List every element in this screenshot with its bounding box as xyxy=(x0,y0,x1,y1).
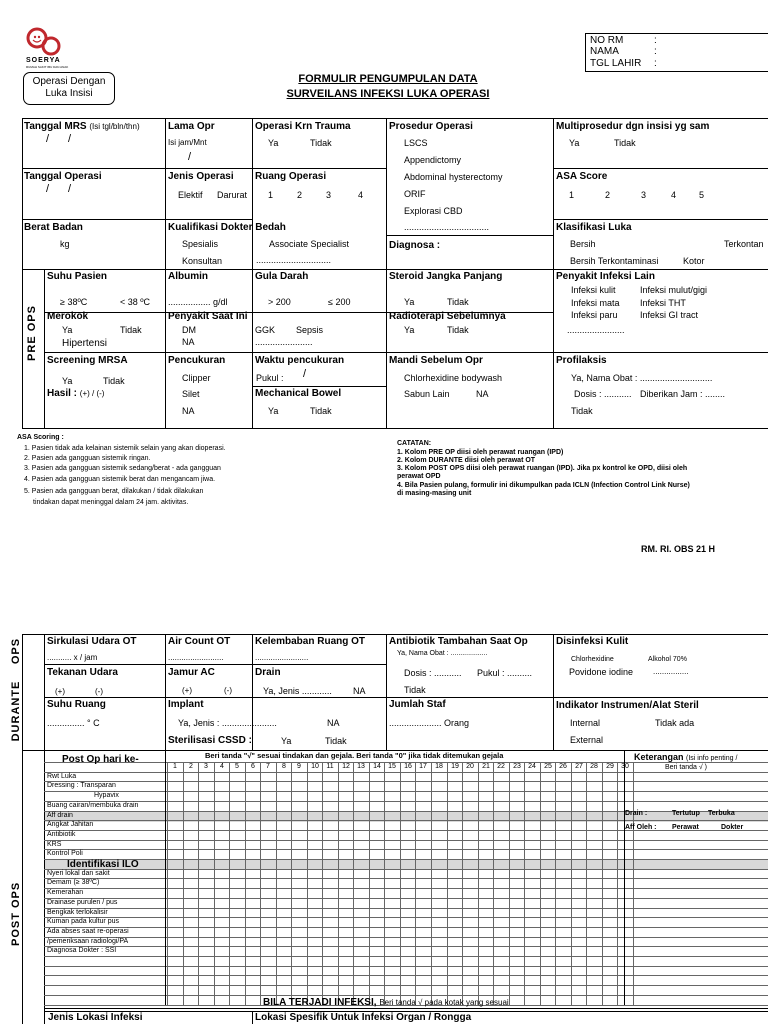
day-number: 26 xyxy=(559,763,567,770)
grid-line xyxy=(415,762,416,1005)
catatan-note: perawat OPD xyxy=(397,473,441,480)
option-mata: Infeksi mata xyxy=(571,298,620,308)
grid-line xyxy=(44,869,768,870)
day-number: 17 xyxy=(419,763,427,770)
post-ops-row-label: Angkat Jahitan xyxy=(47,821,94,828)
day-number: 4 xyxy=(220,763,224,770)
keterangan-label: Keterangan (Isi info penting / xyxy=(634,752,738,762)
day-number: 3 xyxy=(204,763,208,770)
grid-line xyxy=(183,762,184,1005)
hipertensi-label: Hipertensi xyxy=(62,338,108,349)
suhu-ruang-label: Suhu Ruang xyxy=(47,699,106,710)
klasifikasi-label: Klasifikasi Luka xyxy=(556,222,632,233)
ruang-operasi-label: Ruang Operasi xyxy=(255,171,327,182)
lama-opr-unit: Isi jam/Mnt xyxy=(168,138,207,147)
disinfeksi-label: Disinfeksi Kulit xyxy=(556,636,629,647)
option-na: NA xyxy=(182,337,195,347)
grid-line xyxy=(586,762,587,1005)
mrsa-label: Screening MRSA xyxy=(47,355,128,366)
day-number: 19 xyxy=(451,763,459,770)
grid-line xyxy=(198,762,199,1005)
grid-line xyxy=(44,781,768,782)
albumin-value: ................. g/dl xyxy=(168,297,228,307)
asa-3: 3 xyxy=(641,190,647,200)
suhu-option-high: ≥ 38ºC xyxy=(60,297,88,307)
grid-line xyxy=(165,750,166,1005)
post-ops-row-label: Rwt Luka xyxy=(47,773,77,780)
option-tidak: Tidak xyxy=(571,406,593,416)
day-number: 25 xyxy=(544,763,552,770)
grid-line xyxy=(44,917,768,918)
grid-line xyxy=(447,762,448,1005)
post-op-legend: Beri tanda "√" sesuai tindakan dan gejala. Beri tanda "0" jika tidak ditemukan gejala xyxy=(205,751,504,760)
grid-line xyxy=(44,791,768,792)
option-kotor: Kotor xyxy=(683,256,705,266)
post-ops-row-label: Identifikasi ILO xyxy=(67,859,139,870)
kelembaban-label: Kelembaban Ruang OT xyxy=(255,636,366,647)
option-abdominal: Abdominal hysterectomy xyxy=(404,172,503,182)
infeksi-dots: ....................... xyxy=(567,325,625,335)
option-paru: Infeksi paru xyxy=(571,310,618,320)
day-number: 13 xyxy=(357,763,365,770)
option-spesialis: Spesialis xyxy=(182,239,219,249)
grid-line xyxy=(44,946,768,947)
day-number: 6 xyxy=(251,763,255,770)
option-na: NA xyxy=(182,406,195,416)
grid-line xyxy=(44,830,768,831)
grid-line xyxy=(44,927,768,928)
option-sepsis: Sepsis xyxy=(296,325,324,335)
post-ops-row-label: Kemerahan xyxy=(47,889,84,896)
day-number: 14 xyxy=(373,763,381,770)
grid-line xyxy=(245,762,246,1005)
ruang-4: 4 xyxy=(358,190,364,200)
option-darurat: Darurat xyxy=(217,190,248,200)
option-mulut: Infeksi mulut/gigi xyxy=(640,285,708,295)
option-perawat: Perawat xyxy=(672,824,699,831)
antibiotik-pukul: Pukul : .......... xyxy=(477,668,533,678)
gula-darah-label: Gula Darah xyxy=(255,271,309,282)
grid-line xyxy=(44,859,768,860)
implant-label: Implant xyxy=(168,699,204,710)
option-silet: Silet xyxy=(182,389,200,399)
option-sabun: Sabun Lain xyxy=(404,389,450,399)
day-number: 29 xyxy=(606,763,614,770)
logo-icon xyxy=(24,26,64,58)
drain-value: Ya, Jenis ............ xyxy=(263,686,332,696)
grid-line xyxy=(44,975,768,976)
colon: : xyxy=(654,58,657,69)
ops-tail-label: OPS xyxy=(10,637,22,665)
catatan-note: 2. Kolom DURANTE diisi oleh perawat OT xyxy=(397,457,536,464)
catatan-title: CATATAN: xyxy=(397,440,432,447)
kelembaban-dots: ........................ xyxy=(255,653,309,662)
grid-line xyxy=(478,762,479,1005)
grid-line xyxy=(322,762,323,1005)
grid-line xyxy=(44,985,768,986)
berat-badan-label: Berat Badan xyxy=(24,222,83,233)
post-ops-row-label: Ada abses saat re-operasi xyxy=(47,928,129,935)
logo-tagline: RUMAH SAKIT IBU DAN ANAK xyxy=(26,65,69,69)
date-slash: / xyxy=(46,133,50,145)
suhu-pasien-label: Suhu Pasien xyxy=(47,271,108,282)
asa-4: 4 xyxy=(671,190,677,200)
profilaksis-label: Profilaksis xyxy=(556,355,607,366)
post-ops-row-label: Dressing : Transparan xyxy=(47,782,116,789)
day-number: 20 xyxy=(466,763,474,770)
infeksi-lain-label: Penyakit Infeksi Lain xyxy=(556,271,655,282)
option-alkohol: Alkohol 70% xyxy=(648,656,687,663)
badge-line2: Luka Insisi xyxy=(45,88,93,99)
asa-note: 3. Pasien ada gangguan sistemik sedang/berat - ada gangguan xyxy=(24,465,221,472)
ruang-3: 3 xyxy=(326,190,332,200)
day-number: 10 xyxy=(311,763,319,770)
option-bersih-terk: Bersih Terkontaminasi xyxy=(570,256,659,266)
option-internal: Internal xyxy=(570,718,601,728)
tgl-operasi-label: Tanggal Operasi xyxy=(24,171,102,182)
drain-label: Drain xyxy=(255,667,281,678)
trauma-label: Operasi Krn Trauma xyxy=(255,121,351,132)
option-na: NA xyxy=(476,389,489,399)
asa-1: 1 xyxy=(569,190,575,200)
form-title: FORMULIR PENGUMPULAN DATA xyxy=(298,73,478,85)
grid-line xyxy=(291,762,292,1005)
option-dm: DM xyxy=(182,325,196,335)
day-number: 8 xyxy=(282,763,286,770)
day-number: 16 xyxy=(404,763,412,770)
option-tidak: Tidak xyxy=(310,406,332,416)
lokasi-spesifik-label: Lokasi Spesifik Untuk Infeksi Organ / Rongga xyxy=(255,1012,472,1023)
day-number: 27 xyxy=(575,763,583,770)
asa-notes-title: ASA Scoring : xyxy=(17,434,64,441)
drain-status-label: Drain : xyxy=(625,810,648,817)
option-tertutup: Tertutup xyxy=(672,810,700,817)
implant-value: Ya, Jenis : ...................... xyxy=(178,718,277,728)
option-ya: Ya xyxy=(268,406,279,416)
option-associate: Associate Specialist xyxy=(269,239,350,249)
option-cbd: Explorasi CBD xyxy=(404,206,463,216)
colon: : xyxy=(654,35,657,46)
option-na: NA xyxy=(353,686,366,696)
post-ops-row-label: Diagnosa Dokter : SSI xyxy=(47,947,117,954)
asa-note: tindakan dapat meninggal dalam 24 jam. aktivitas. xyxy=(33,499,189,506)
kg-unit: kg xyxy=(60,239,70,249)
post-ops-row-label: Hypavix xyxy=(94,792,119,799)
gula-option-high: > 200 xyxy=(268,297,291,307)
colon: : xyxy=(654,46,657,57)
pre-ops-label: PRE OPS xyxy=(26,305,38,361)
grid-line xyxy=(276,762,277,1005)
post-ops-row-label: Bengkak terlokalisir xyxy=(47,909,108,916)
option-ya: Ya xyxy=(569,138,580,148)
penyakit-dots: ....................... xyxy=(255,337,313,347)
mandi-label: Mandi Sebelum Opr xyxy=(389,355,483,366)
grid-line xyxy=(524,762,525,1005)
disinfeksi-dots: ................ xyxy=(653,667,689,676)
day-number: 12 xyxy=(342,763,350,770)
merokok-label: Merokok xyxy=(47,311,89,322)
day-number: 30 xyxy=(621,763,629,770)
no-rm-label: NO RM xyxy=(590,35,624,46)
grid-line xyxy=(44,801,768,802)
option-tidak: Tidak xyxy=(614,138,636,148)
grid-line xyxy=(44,840,768,841)
option-ya: Ya xyxy=(404,325,415,335)
asa-note: 1. Pasien tidak ada kelainan sistemik selain yang akan dioperasi. xyxy=(24,445,226,452)
grid-line xyxy=(633,762,634,1005)
option-tidak: Tidak xyxy=(120,325,142,335)
asa-score-label: ASA Score xyxy=(556,171,608,182)
grid-line xyxy=(44,898,768,899)
day-number: 24 xyxy=(528,763,536,770)
option-konsultan: Konsultan xyxy=(182,256,223,266)
albumin-label: Albumin xyxy=(168,271,208,282)
day-number: 1 xyxy=(173,763,177,770)
grid-line xyxy=(44,849,768,850)
option-minus: (-) xyxy=(95,687,103,696)
durante-label: DURANTE xyxy=(10,680,22,742)
duration-slash: / xyxy=(188,151,192,163)
steroid-label: Steroid Jangka Panjang xyxy=(389,271,503,282)
grid-line xyxy=(369,762,370,1005)
asa-note: 5. Pasien ada gangguan berat, dilakukan / tidak dilakukan xyxy=(24,488,204,495)
jumlah-staf-label: Jumlah Staf xyxy=(389,699,446,710)
option-gi: Infeksi GI tract xyxy=(640,310,699,320)
grid-line xyxy=(44,956,768,957)
kualifikasi-label: Kualifikasi Dokter Bedah xyxy=(168,222,286,233)
jumlah-staf-value: ..................... Orang xyxy=(389,718,470,728)
suhu-ruang-value: ............... ° C xyxy=(47,718,100,728)
tekanan-label: Tekanan Udara xyxy=(47,667,118,678)
grid-line xyxy=(400,762,401,1005)
bowel-label: Mechanical Bowel xyxy=(255,388,342,399)
option-ya: Ya xyxy=(62,325,73,335)
option-tidak: Tidak xyxy=(404,685,426,695)
logo-brand: SOERYA xyxy=(26,57,61,64)
waktu-pencukuran-label: Waktu pencukuran xyxy=(255,355,345,366)
date-slash: / xyxy=(68,133,72,145)
option-orif: ORIF xyxy=(404,189,426,199)
day-number: 18 xyxy=(435,763,443,770)
option-tidak: Tidak xyxy=(447,297,469,307)
option-appendictomy: Appendictomy xyxy=(404,155,462,165)
post-ops-row-label: Nyeri lokal dan sakit xyxy=(47,870,110,877)
option-elektif: Elektif xyxy=(178,190,203,200)
grid-line xyxy=(44,937,768,938)
date-slash: / xyxy=(46,183,50,195)
grid-line xyxy=(167,762,168,1005)
jamur-label: Jamur AC xyxy=(168,667,215,678)
option-chlorhexidine: Chlorhexidine xyxy=(571,656,614,663)
post-ops-row-label: Drainase purulen / pus xyxy=(47,899,118,906)
option-dokter: Dokter xyxy=(721,824,744,831)
profilaksis-jam: Diberikan Jam : ........ xyxy=(640,389,726,399)
day-number: 22 xyxy=(497,763,505,770)
option-kulit: Infeksi kulit xyxy=(571,285,616,295)
grid-line xyxy=(493,762,494,1005)
prosedur-label: Prosedur Operasi xyxy=(389,121,473,132)
grid-line xyxy=(431,762,432,1005)
option-clipper: Clipper xyxy=(182,373,211,383)
option-tidak: Tidak xyxy=(310,138,332,148)
option-ggk: GGK xyxy=(255,325,276,335)
suhu-option-low: < 38 ºC xyxy=(120,297,151,307)
air-count-label: Air Count OT xyxy=(168,636,231,647)
post-ops-row-label: Buang cairan/membuka drain xyxy=(47,802,139,809)
grid-line xyxy=(44,878,768,879)
sterilisasi-label: Sterilisasi CSSD : xyxy=(168,735,252,746)
option-na: NA xyxy=(327,718,340,728)
catatan-note: di masing-masing unit xyxy=(397,490,472,497)
grid-line xyxy=(602,762,603,1005)
grid-line xyxy=(571,762,572,1005)
sirkulasi-value: ........... x / jam xyxy=(47,653,98,662)
day-number: 2 xyxy=(189,763,193,770)
post-ops-row-label: Demam (≥ 38ºC) xyxy=(47,879,100,886)
grid-line xyxy=(338,762,339,1005)
day-number: 9 xyxy=(297,763,301,770)
option-ya: Ya xyxy=(62,376,73,386)
grid-line xyxy=(624,750,625,1005)
option-ya: Ya xyxy=(268,138,279,148)
asa-note: 2. Pasien ada gangguan sistemik ringan. xyxy=(24,455,151,462)
grid-line xyxy=(617,762,618,1005)
grid-line xyxy=(44,995,768,996)
day-number: 28 xyxy=(590,763,598,770)
profilaksis-dosis: Dosis : ........... xyxy=(574,389,632,399)
catatan-note: 4. Bila Pasien pulang, formulir ini dikumpulkan pada ICLN (Infection Control Link Nurse) xyxy=(397,482,690,489)
antibiotik-dosis: Dosis : ........... xyxy=(404,668,462,678)
grid-line xyxy=(214,762,215,1005)
antibiotik-obat: Ya, Nama Obat : ................... xyxy=(397,650,488,657)
day-number: 7 xyxy=(266,763,270,770)
grid-line xyxy=(44,1008,768,1009)
grid-line xyxy=(44,966,768,967)
day-number: 5 xyxy=(235,763,239,770)
profilaksis-obat: Ya, Nama Obat : ............................. xyxy=(571,373,713,383)
date-slash: / xyxy=(68,183,72,195)
option-ya: Ya xyxy=(404,297,415,307)
option-chlorhexidine: Chlorhexidine bodywash xyxy=(404,373,503,383)
badge-line1: Operasi Dengan xyxy=(32,76,106,87)
diagnosa-label: Diagnosa : xyxy=(389,240,441,251)
grid-line xyxy=(555,762,556,1005)
option-terkontaminasi: Terkontan xyxy=(724,239,764,249)
post-ops-row-label: Kontrol Poli xyxy=(47,850,83,857)
air-count-dots: ......................... xyxy=(168,653,224,662)
option-tidak: Tidak xyxy=(325,736,347,746)
option-bersih: Bersih xyxy=(570,239,596,249)
grid-line xyxy=(384,762,385,1005)
keterangan-note: Beri tanda √ ) xyxy=(665,764,707,771)
post-ops-row-label: Aff drain xyxy=(47,812,73,819)
ruang-2: 2 xyxy=(297,190,303,200)
option-minus: (-) xyxy=(224,686,232,695)
asa-5: 5 xyxy=(699,190,705,200)
post-ops-row-label: KRS xyxy=(47,841,62,848)
option-external: External xyxy=(570,735,604,745)
jenis-lokasi-label: Jenis Lokasi Infeksi xyxy=(48,1012,143,1023)
day-number: 21 xyxy=(482,763,490,770)
tgl-mrs-label: Tanggal MRS (Isi tgl/bln/thn) xyxy=(24,121,140,132)
option-lscs: LSCS xyxy=(404,138,428,148)
catatan-note: 3. Kolom POST OPS diisi oleh perawat ruangan (IPD). Jika px kontrol ke OPD, diisi oleh xyxy=(397,465,688,472)
antibiotik-label: Antibiotik Tambahan Saat Op xyxy=(389,636,528,647)
grid-line xyxy=(260,762,261,1005)
option-ya: Ya xyxy=(281,736,292,746)
post-ops-label: POST OPS xyxy=(10,881,22,946)
option-terbuka: Terbuka xyxy=(708,810,735,817)
grid-line xyxy=(44,820,768,821)
radio-label: Radioterapi Sebelumnya xyxy=(389,311,506,322)
konsultan-dots: .............................. xyxy=(256,255,332,265)
grid-line xyxy=(353,762,354,1005)
jenis-operasi-label: Jenis Operasi xyxy=(168,171,234,182)
post-ops-row-label: Antibiotik xyxy=(47,831,76,838)
pukul-label: Pukul : xyxy=(256,373,284,383)
aff-oleh-label: Aff Oleh : xyxy=(625,824,657,831)
option-tidak: Tidak xyxy=(447,325,469,335)
grid-line xyxy=(540,762,541,1005)
post-ops-row-label: Kuman pada kultur pus xyxy=(47,918,119,925)
grid-line xyxy=(509,762,510,1005)
option-tidak: Tidak xyxy=(103,376,125,386)
asa-note: 4. Pasien ada gangguan sistemik berat dan mengancam jiwa. xyxy=(24,476,216,483)
asa-2: 2 xyxy=(605,190,611,200)
time-slash: / xyxy=(303,368,307,380)
lama-opr-label: Lama Opr xyxy=(168,121,215,132)
pencukuran-label: Pencukuran xyxy=(168,355,226,366)
nama-label: NAMA xyxy=(590,46,619,57)
grid-line xyxy=(44,908,768,909)
day-number: 15 xyxy=(388,763,396,770)
infeksi-title: BILA TERJADI INFEKSI, Beri tanda √ pada kotak yang sesuai xyxy=(263,997,509,1008)
prosedur-dots: .................................. xyxy=(404,222,490,232)
form-code: RM. RI. OBS 21 H xyxy=(641,544,716,554)
tgl-lahir-label: TGL LAHIR xyxy=(590,58,642,69)
multiprosedur-label: Multiprosedur dgn insisi yg sam xyxy=(556,121,710,132)
indikator-label: Indikator Instrumen/Alat Steril xyxy=(556,700,699,711)
operation-type-badge xyxy=(23,72,115,105)
grid-line xyxy=(44,811,768,812)
penyakit-saat-label: Penyakit Saat Ini xyxy=(168,311,248,322)
mrsa-hasil: Hasil : (+) / (-) xyxy=(47,388,105,399)
option-tht: Infeksi THT xyxy=(640,298,686,308)
post-ops-row-label: /pemeriksaan radiologi/PA xyxy=(47,938,129,945)
grid-line xyxy=(307,762,308,1005)
day-number: 23 xyxy=(513,763,521,770)
day-number: 11 xyxy=(326,763,334,770)
ruang-1: 1 xyxy=(268,190,274,200)
grid-line xyxy=(44,772,768,773)
grid-line xyxy=(44,888,768,889)
form-subtitle: SURVEILANS INFEKSI LUKA OPERASI xyxy=(286,88,490,100)
option-plus: (+) xyxy=(55,687,65,696)
grid-line xyxy=(462,762,463,1005)
sirkulasi-label: Sirkulasi Udara OT xyxy=(47,636,137,647)
option-plus: (+) xyxy=(182,686,192,695)
post-op-hari-label: Post Op hari ke- xyxy=(62,754,139,765)
gula-option-low: ≤ 200 xyxy=(328,297,351,307)
catatan-note: 1. Kolom PRE OP diisi oleh perawat ruangan (IPD) xyxy=(397,449,564,456)
option-povidone: Povidone iodine xyxy=(569,667,634,677)
grid-line xyxy=(229,762,230,1005)
option-tidak-ada: Tidak ada xyxy=(655,718,695,728)
